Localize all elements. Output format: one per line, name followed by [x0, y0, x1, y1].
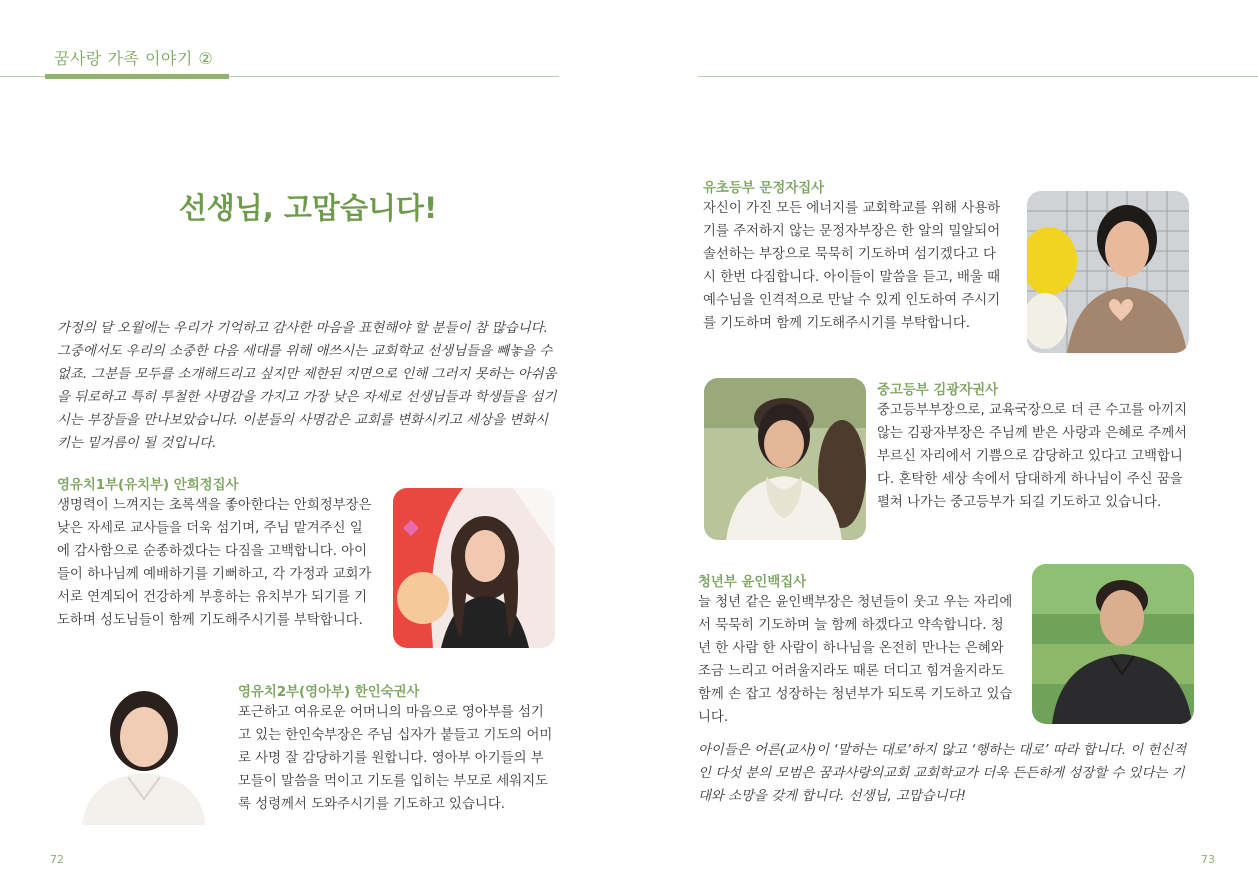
- outro-paragraph: 아이들은 어른(교사)이 ‘말하는 대로’하지 않고 ‘행하는 대로’ 따라 합니다. 이 헌신적인 다섯 분의 모범은 꿈과사랑의교회 교회학교가 더욱 든든하게 성장할 수 있다는 기대와 소망을 갖게 합니다. 선생님, 고맙습니다!: [698, 743, 1187, 804]
- teacher-text-elementary: 자신이 가진 모든 에너지를 교회학교를 위해 사용하기를 주저하지 않는 문정자부장은 한 알의 밀알되어 솔선하는 부장으로 묵묵히 기도하며 섬기겠다고 다시 한번 다짐합니다. 아이들이 말씀을 듣고, 배울 때 예수님을 인격적으로 만날 수 있게 인도하여 주시기를 기도하며 함께 기도해주시기를 부탁합니다.: [703, 201, 1001, 331]
- teacher-text-kindergarten2: 포근하고 여유로운 어머니의 마음으로 영아부를 섬기고 있는 한인숙부장은 주님 십자가 붙들고 기도의 어미로 사명 잘 감당하기를 원합니다. 영아부 아기들의 부모들이 말씀을 먹이고 기도를 입히는 부모로 세워지도록 성령께서 도와주시기를 기도하고 있습니다.: [238, 705, 553, 812]
- teacher-name-kindergarten2: 영유치2부(영아부) 한인숙권사: [238, 685, 420, 700]
- teacher-name-kindergarten1: 영유치1부(유치부) 안희정집사: [57, 478, 239, 493]
- photo-teacher-kindergarten2: [72, 681, 216, 825]
- teacher-name-elementary: 유초등부 문정자집사: [703, 181, 825, 196]
- teacher-text-youth: 늘 청년 같은 윤인백부장은 청년들이 웃고 우는 자리에서 묵묵히 기도하며 늘 함께 하겠다고 약속합니다. 청년 한 사람 한 사람이 하나님을 온전히 만나는 은혜와 조금 느리고 어려울지라도 때론 더디고 힘겨울지라도 함께 손 잡고 성장하는 청년부가 되도록 기도하고 있습니다.: [698, 595, 1013, 725]
- teacher-text-secondary: 중고등부부장으로, 교육국장으로 더 큰 수고를 아끼지 않는 김광자부장은 주님께 받은 사랑과 은혜로 주께서 부르신 자리에서 기쁨으로 감당하고 있다고 고백합니다. 혼탁한 세상 속에서 담대하게 하나님이 주신 꿈을 펼쳐 나가는 중고등부가 되길 기도하고 있습니다.: [877, 403, 1188, 510]
- header-tab-marker: [45, 74, 229, 79]
- page-number-right: 73: [1201, 853, 1215, 866]
- page-title: 선생님, 고맙습니다!: [178, 191, 438, 225]
- teacher-name-secondary: 중고등부 김광자권사: [877, 383, 999, 398]
- header-rule-right: [698, 76, 1258, 77]
- section-title: 꿈사랑 가족 이야기 ②: [54, 49, 214, 68]
- page-number-left: 72: [50, 853, 64, 866]
- teacher-text-kindergarten1: 생명력이 느껴지는 초록색을 좋아한다는 안희정부장은 낮은 자세로 교사들을 더욱 섬기며, 주님 맡겨주신 일에 감사함으로 순종하겠다는 다짐을 고백합니다. 아이들이 하나님께 예배하기를 기뻐하고, 각 가정과 교회가 서로 연계되어 건강하게 부흥하는 유치부가 되기를 기도하며 성도님들이 함께 기도해주시기를 부탁합니다.: [57, 498, 372, 628]
- intro-paragraph: 가정의 달 오월에는 우리가 기억하고 감사한 마음을 표현해야 할 분들이 참 많습니다. 그중에서도 우리의 소중한 다음 세대를 위해 애쓰시는 교회학교 선생님들을 빼놓을 수 없죠. 그분들 모두를 소개해드리고 싶지만 제한된 지면으로 인해 그러지 못하는 아쉬움을 뒤로하고 특히 투철한 사명감을 가지고 가장 낮은 자세로 선생님들과 학생들을 섬기시는 부장들을 만나보았습니다. 이분들의 사명감은 교회를 변화시키고 세상을 변화시키는 밑거름이 될 것입니다.: [57, 321, 557, 451]
- teacher-name-youth: 청년부 윤인백집사: [698, 575, 807, 590]
- photo-teacher-secondary: [704, 378, 866, 540]
- photo-teacher-youth: [1032, 564, 1194, 724]
- photo-teacher-kindergarten1: [393, 488, 555, 648]
- photo-teacher-elementary: [1027, 191, 1189, 353]
